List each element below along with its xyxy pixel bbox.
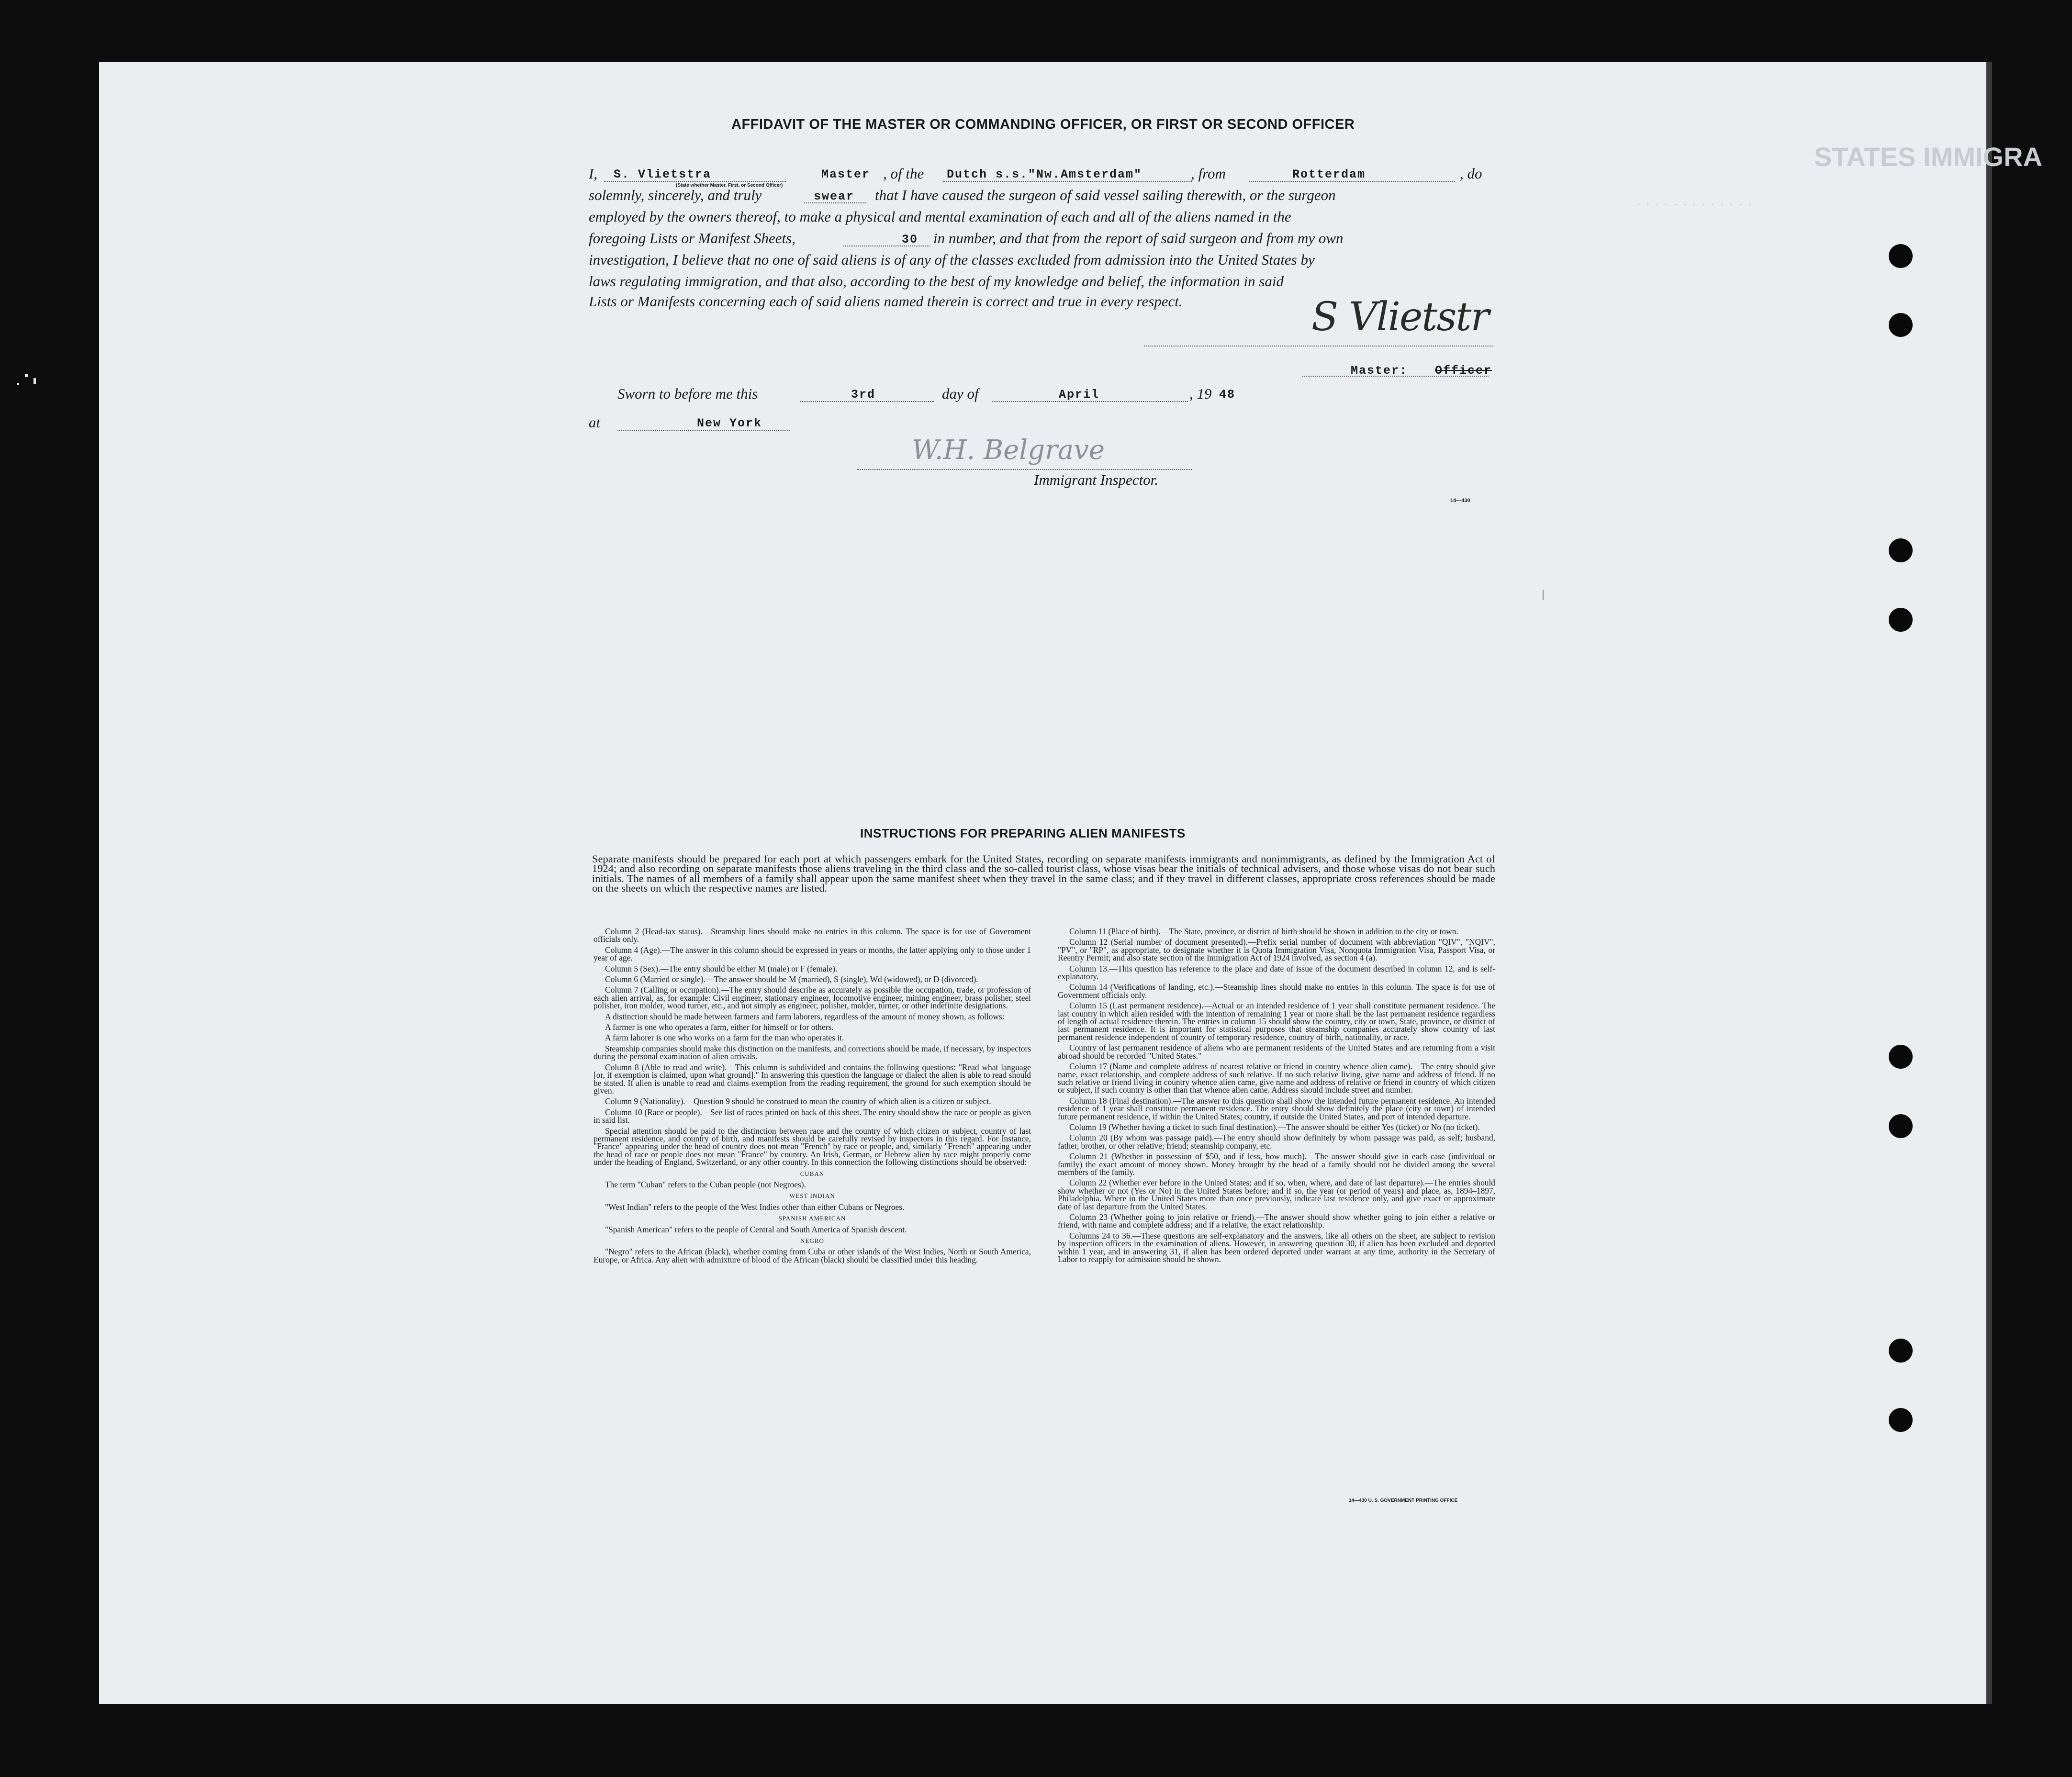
sworn-label: Sworn to before me this	[617, 385, 758, 402]
master-name: S. Vlietstra	[614, 168, 712, 181]
sworn-month: April	[1059, 388, 1100, 402]
binder-hole	[1889, 1408, 1913, 1432]
printing-office-footer: 14—430 U. S. GOVERNMENT PRINTING OFFICE	[1349, 1498, 1458, 1503]
binder-hole	[1889, 1114, 1913, 1138]
instruction-paragraph: Column 10 (Race or people).—See list of races printed on back of this sheet. The entry should show the race or people as given in said list.	[594, 1107, 1031, 1125]
scan-speck	[25, 374, 28, 377]
rank: Master	[821, 168, 871, 181]
vessel-name: Dutch s.s."Nw.Amsterdam"	[947, 168, 1142, 181]
form-number: 14—430	[1450, 498, 1470, 503]
instruction-paragraph: Column 12 (Serial number of document presented).—Prefix serial number of document with abbreviation "QIV", "NQIV", "PV", or "RP", as appropriate, to designate whether it is Quota Immigration Visa, Nonquota Immigration Visa, Passport Visa, or Reentry Permit; and also state section of the Immigration Act of 1924 involved, as section 4 (a).	[1058, 937, 1495, 963]
of-the-label: , of the	[883, 165, 924, 182]
sheets-count: 30	[902, 233, 918, 246]
instruction-paragraph: Column 6 (Married or single).—The answer should be M (married), S (single), Wd (widowed), or D (divorced).	[605, 974, 978, 984]
instruction-paragraph: Column 13.—This question has reference to the place and date of issue of the document described in column 12, and is self-explanatory.	[1058, 963, 1495, 982]
master-signature: S Vlietstr	[1311, 294, 1489, 340]
sworn-day: 3rd	[851, 388, 876, 402]
instructions-title: INSTRUCTIONS FOR PREPARING ALIEN MANIFESTS	[860, 826, 1186, 840]
inspector-title: Immigrant Inspector.	[1034, 471, 1159, 488]
affidavit-line-2b: that I have caused the surgeon of said vessel sailing therewith, or the surgeon	[875, 187, 1336, 203]
instruction-paragraph: Column 14 (Verifications of landing, etc.).—Steamship lines should make no entries in this column. The space is for use of Government officials only.	[1058, 982, 1495, 1000]
page-edge-shadow	[1986, 62, 1992, 1704]
instruction-paragraph: A farm laborer is one who works on a farm for the man who operates it.	[605, 1033, 844, 1043]
master-title-struck: Officer	[1435, 364, 1492, 378]
instruction-paragraph: The term "Cuban" refers to the Cuban people (not Negroes).	[605, 1179, 806, 1189]
signature-line	[857, 469, 1192, 470]
binder-hole	[1889, 1339, 1913, 1363]
instruction-paragraph: A distinction should be made between farmers and farm laborers, regardless of the amount of money shown, as follows:	[605, 1011, 1005, 1021]
instruction-paragraph: Column 4 (Age).—The answer in this column should be expressed in years or months, the latter applying only to those under 1 year of age.	[594, 945, 1031, 963]
day-of-label: day of	[942, 385, 979, 402]
instruction-paragraph: Column 5 (Sex).—The entry should be either M (male) or F (female).	[605, 963, 838, 973]
instruction-paragraph: Column 8 (Able to read and write).—This column is subdivided and contains the following questions: "Read what language [or, if exemption is claimed, upon what ground]." In answering this question the language or dialect the alien is able to read should be stated. If alien is unable to read and claims exemption from the reading requirement, the ground for such exemption should be given.	[594, 1062, 1031, 1095]
instruction-paragraph: Column 22 (Whether ever before in the United States; and if so, when, where, and date of last departure).—The entries should show whether or not (Yes or No) in the United States before; and if so, the year (or period of years) and place, as, 1894–1897, Philadelphia. Where in the United States more than once previously, indicate last residence only, and give exact or approximate date of last departure from the United States.	[1058, 1178, 1495, 1211]
instruction-paragraph: Column 19 (Whether having a ticket to such final destination).—The answer should be either Yes (ticket) or No (no ticket).	[1069, 1122, 1480, 1132]
instruction-paragraph: "Spanish American" refers to the people of Central and South America of Spanish descent.	[605, 1224, 907, 1234]
instruction-paragraph: Column 18 (Final destination).—The answer to this question shall show the intended future permanent residence. An intended residence of 1 year shall constitute permanent residence. The entry should show definitely the place (city or town) of intended future permanent residence, if within the United States; country, if outside the United States, and port of intended departure.	[1058, 1095, 1495, 1121]
affidavit-line-3: employed by the owners thereof, to make a physical and mental examination of each and all of the aliens named in the	[589, 208, 1291, 225]
oath-word: swear	[814, 190, 855, 203]
scan-speck	[17, 383, 19, 385]
instruction-paragraph: Column 20 (By whom was passage paid).—The entry should show definitely by whom passage was paid, as self; husband, father, brother, or other relative; friend; steamship company, etc.	[1058, 1133, 1495, 1151]
instruction-paragraph: Column 7 (Calling or occupation).—The entry should describe as accurately as possible the occupation, trade, or profession of each alien arrival, as, for example: Civil engineer, stationary engineer, locomotive engineer, mining engineer, brass polisher, steel polisher, iron molder, wood turner, etc., and not simply as engineer, polisher, molder, turner, or other indefinite designations.	[594, 985, 1031, 1011]
instruction-paragraph: Steamship companies should make this distinction on the manifests, and corrections should be made, if necessary, by inspectors during the personal examination of alien arrivals.	[594, 1043, 1031, 1062]
instructions-right-column	[1058, 928, 1495, 1266]
instruction-paragraph: Column 9 (Nationality).—Question 9 should be construed to mean the country of which alien is a citizen or subject.	[605, 1096, 991, 1106]
master-title: Master:	[1351, 364, 1408, 378]
instruction-paragraph: "Negro" refers to the African (black), whether coming from Cuba or other islands of the West Indies, North or South America, Europe, or Africa. Any alien with admixture of blood of the African (black) should be classified under this heading.	[594, 1247, 1031, 1264]
instruction-paragraph: "West Indian" refers to the people of the West Indies other than either Cubans or Negroes.	[605, 1202, 905, 1212]
binder-hole	[1889, 608, 1913, 632]
binder-hole	[1889, 244, 1913, 268]
rank-note: (State whether Master, First, or Second Officer)	[676, 183, 783, 188]
scan-speck	[34, 378, 36, 384]
i-prefix: I,	[589, 165, 598, 182]
affidavit-title: AFFIDAVIT OF THE MASTER OR COMMANDING OFFICER, OR FIRST OR SECOND OFFICER	[731, 117, 1355, 132]
affidavit-line-7: Lists or Manifests concerning each of said aliens named therein is correct and true in every respect.	[589, 293, 1183, 310]
instruction-paragraph: Special attention should be paid to the distinction between race and the country of which citizen or subject, country of last permanent residence, and country of birth, and manifests should be carefully revised by inspectors in this regard. For instance, "France" appearing under the head of country does not mean "French" by race or people, and, similarly "French" appearing under the head of race or people does not mean "France" by country. An Irish, German, or Hebrew alien by race might properly come under the heading of England, Switzerland, or any other country. In this connection the following distinctions should be observed:	[594, 1126, 1031, 1167]
from-label: , from	[1191, 165, 1226, 182]
affidavit-line-5: investigation, I believe that no one of said aliens is of any of the classes excluded from admission into the United States by	[589, 251, 1315, 268]
bleed-through: · · · · · · · · · · · · ·	[1637, 199, 1754, 211]
binder-hole	[1889, 538, 1913, 562]
at-label: at	[589, 414, 601, 431]
binder-hole	[1889, 313, 1913, 337]
affidavit-line-1	[589, 165, 597, 182]
heading-cuban: CUBAN	[800, 1170, 825, 1177]
at-place: New York	[697, 416, 762, 430]
instruction-paragraph: Column 2 (Head-tax status).—Steamship lines should make no entries in this column. The space is for use of Government officials only.	[594, 927, 1031, 944]
instruction-paragraph: Column 23 (Whether going to join relative or friend).—The answer should show whether going to join either a relative or friend, with name and complete address; and if a relative, the exact relationship.	[1058, 1212, 1495, 1230]
instruction-paragraph: Column 15 (Last permanent residence).—Actual or an intended residence of 1 year shall constitute permanent residence. The last country in which alien resided with the intention of remaining 1 year or more shall be the last permanent residence regardless of length of actual residence therein. The entries in column 15 should show the country, city or town, State, province, or district of last permanent residence. It is important for statistical purposes that steamship companies accurately show country of last permanent residence independent of country of temporary residence, country of birth, nationality, or race.	[1058, 1001, 1495, 1042]
instructions-intro: Separate manifests should be prepared for each port at which passengers embark for the United States, recording on separate manifests immigrants and nonimmigrants, as defined by the Immigration Act of 1924; and also recording on separate manifests those aliens traveling in the third class and the so-called tourist class, whose visas bear the initials of technical advisers, and those whose visas do not bear such initials. The names of all members of a family shall appear upon the same manifest sheet when they travel in the same class; and if they travel in different classes, appropriate cross references should be made on the sheets on which the respective names are listed.	[592, 853, 1495, 894]
affidavit-line-4a: foregoing Lists or Manifest Sheets,	[589, 230, 795, 246]
heading-west-indian: WEST INDIAN	[789, 1192, 835, 1200]
instructions-left-column	[594, 928, 1031, 1266]
binder-hole	[1889, 1045, 1913, 1069]
affidavit-line-4b: in number, and that from the report of said surgeon and from my own	[933, 230, 1344, 246]
inspector-signature: W.H. Belgrave	[912, 435, 1105, 466]
affidavit-line-2a: solemnly, sincerely, and truly	[589, 187, 762, 203]
year-prefix: , 19	[1189, 385, 1212, 402]
affidavit-line-6: laws regulating immigration, and that also, according to the best of my knowledge and belief, the information in said	[589, 273, 1284, 290]
port-from: Rotterdam	[1292, 168, 1366, 181]
heading-negro: NEGRO	[800, 1237, 824, 1244]
instruction-paragraph: Column 17 (Name and complete address of nearest relative or friend in country whence alien came).—The entry should give name, exact relationship, and complete address of such relative. If no such relative living, give name and address of friend. If no such relative or friend living in country whence alien came, give name and address of relative or friend in country of which citizen or subject, if such country is other than that whence alien came. Address should include street and number.	[1058, 1062, 1495, 1095]
do-label: , do	[1460, 165, 1482, 182]
instruction-paragraph: Column 11 (Place of birth).—The State, province, or district of birth should be shown in addition to the city or town.	[1069, 927, 1458, 936]
instruction-paragraph: Country of last permanent residence of aliens who are permanent residents of the United States and are returning from a visit abroad should be recorded "United States."	[1058, 1043, 1495, 1061]
heading-spanish-american: SPANISH AMERICAN	[778, 1215, 846, 1222]
instruction-paragraph: Columns 24 to 36.—These questions are self-explanatory and the answers, like all others on the sheet, are subject to revision by inspection officers in the examination of aliens. However, in answering question 30, if alien has been excluded and deported within 1 year, and in answering 31, if alien has been ordered deported under warrant at any time, authority in the Secretary of Labor to reapply for admission should be shown.	[1058, 1230, 1495, 1264]
instruction-paragraph: A farmer is one who operates a farm, either for himself or for others.	[605, 1022, 834, 1032]
bleed-through: STATES IMMIGRA	[1814, 142, 2043, 172]
scan-mark	[1543, 590, 1544, 600]
year-suffix: 48	[1219, 388, 1236, 402]
instruction-paragraph: Column 21 (Whether in possession of $50, and if less, how much).—The answer should give in each case (individual or family) the exact amount of money shown. Money brought by the head of a family should not be divided among the several members of the family.	[1058, 1151, 1495, 1177]
